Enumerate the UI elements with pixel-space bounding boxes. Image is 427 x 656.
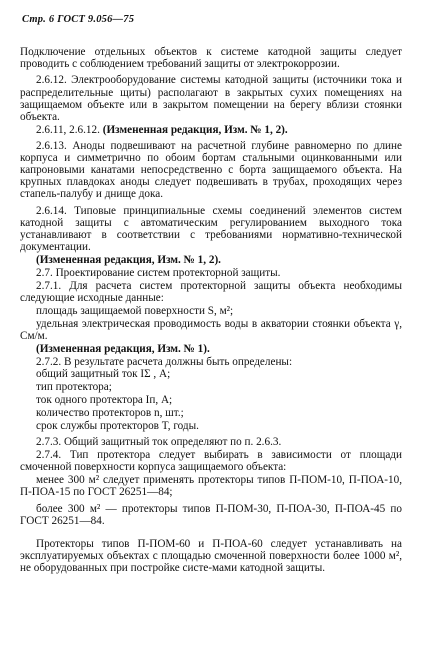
amendment-clauses: 2.6.11, 2.6.12.: [36, 123, 100, 136]
page-header: Стр. 6 ГОСТ 9.056—75: [22, 14, 135, 25]
protector-option-large: более 300 м² — протекторы типов П-ПОМ-30, П-ПОА-30, П-ПОА-45 по ГОСТ 26251—84.: [20, 502, 402, 527]
spacer: [20, 531, 402, 538]
result-protector-current: ток одного протектора Iп, А;: [36, 394, 173, 407]
input-conductivity: удельная электрическая проводимость воды в акватории стоянки объекта γ, См/м.: [20, 317, 402, 342]
protector-option-small: менее 300 м² следует применять протекторы типов П-ПОМ-10, П-ПОА-10, П-ПОА-15 по ГОСТ 26251—84;: [20, 474, 402, 499]
result-service-life: срок службы протекторов T, годы.: [36, 419, 199, 432]
document-body: [20, 46, 402, 579]
amendment-note-3: (Измененная редакция, Изм. № 1).: [36, 342, 210, 355]
input-area: площадь защищаемой поверхности S, м²;: [36, 304, 234, 317]
amendment-line-1: [20, 124, 402, 136]
result-total-current: общий защитный ток IΣ , А;: [36, 368, 171, 381]
result-protector-type: тип протектора;: [36, 381, 112, 394]
paragraph-2-6-13: 2.6.13. Аноды подвешивают на расчетной глубине равномерно по длине корпуса и симметрично по обоим бортам стальными оцинкованными или капроновыми канатами непосредственно с борта защищаемого объекта. На крупных плавдоках аноды следует подвешивать в трубах, проходящих через стапель-палубу и днище дока.: [20, 140, 402, 201]
amendment-note-2: (Измененная редакция, Изм. № 1, 2).: [36, 253, 221, 266]
paragraph-2-6-14: 2.6.14. Типовые принципиальные схемы соединений элементов систем катодной защиты с автоматическим регулированием выходного тока устанавливают в соответствии с требованиями нормативно-технической документации.: [20, 204, 402, 254]
result-protector-count: количество протекторов n, шт.;: [36, 407, 184, 420]
paragraph-2-7: 2.7. Проектирование систем протекторной защиты.: [36, 266, 281, 279]
paragraph-intro: Подключение отдельных объектов к системе катодной защиты следует проводить с соблюдением требований защиты от электрокоррозии.: [20, 46, 402, 71]
amendment-note: (Измененная редакция, Изм. № 1, 2).: [102, 123, 288, 136]
paragraph-2-7-3: 2.7.3. Общий защитный ток определяют по п. 2.6.3.: [36, 436, 282, 449]
paragraph-2-7-4: 2.7.4. Тип протектора следует выбирать в зависимости от площади смоченной поверхности корпуса защищаемого объекта:: [20, 449, 402, 474]
paragraph-2-7-2: 2.7.2. В результате расчета должны быть определены:: [36, 355, 293, 368]
paragraph-2-6-12: 2.6.12. Электрооборудование системы катодной защиты (источники тока и распределительные щиты) располагают в закрытых сухих помещениях на защищаемом объекте или в закрытом помещении на берегу вблизи стоянки объекта.: [20, 74, 402, 123]
paragraph-protectors-60: Протекторы типов П-ПОМ-60 и П-ПОА-60 следует устанавливать на эксплуатируемых объектах с площадью смоченной поверхности более 1000 м², не оборудованных при постройке систе-мами катодной защиты.: [20, 538, 402, 575]
paragraph-2-7-1: 2.7.1. Для расчета систем протекторной защиты объекта необходимы следующие исходные данные:: [20, 279, 402, 304]
